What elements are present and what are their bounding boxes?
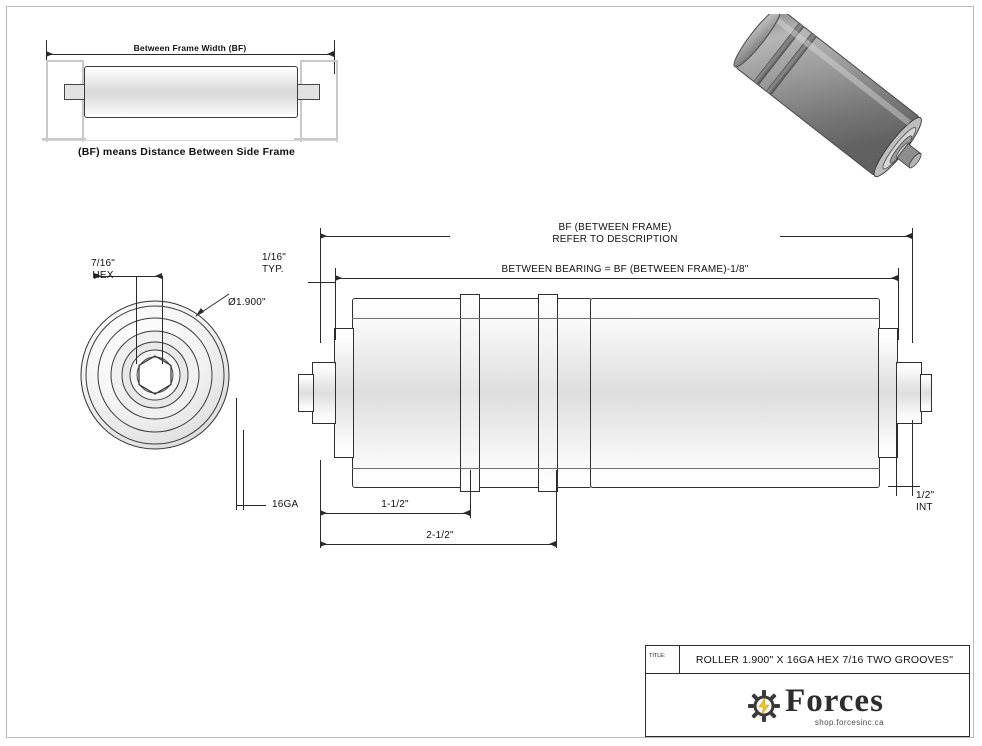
bf-label-line1: BF (BETWEEN FRAME) [450,222,780,234]
tube-section-right [590,298,880,488]
bf-ext-line-right [912,228,913,343]
bearing-housing-right [878,328,898,458]
int-dim-line [888,486,920,487]
inset-shaft-right [296,84,320,100]
gauge-ext-line [236,398,237,510]
bf-arrow-left [320,233,327,239]
inset-roller-body [84,66,298,118]
groove-span-arrow-left [320,541,327,547]
bb-ext-line-right [898,268,899,340]
gauge-label: 16GA [272,499,299,510]
lightning-bolt-icon [747,689,781,723]
int-label-line1: 1/2" [916,490,935,501]
bf-label-line2: REFER TO DESCRIPTION [450,234,780,246]
title-caption: TITLE: [646,646,680,673]
groove-offset-dim-line [320,513,470,514]
groove-offset-arrow-right [463,510,470,516]
bearing-housing-left [334,328,354,458]
tube-edge-line-top [352,318,880,319]
groove-2 [538,294,558,492]
inset-arrow-left [46,51,53,57]
shaft-left [312,362,336,424]
tube-edge-line-bottom [352,468,880,469]
gauge-dim-line [236,505,266,506]
side-view [290,280,930,510]
title-block [645,645,970,737]
int-ext-line-right [912,420,913,496]
groove-span-arrow-right [549,541,556,547]
bf-ext-line-left [320,228,321,343]
gauge-ext-line-2 [243,430,244,510]
bb-arrow-right [891,275,898,281]
hex-ext-line-right [162,276,163,364]
typ-label-line2: TYP. [262,264,284,275]
hex-size-label-line2: HEX [92,270,114,281]
typ-dim-line [308,282,336,283]
between-bearing-label: BETWEEN BEARING = BF (BETWEEN FRAME)-1/8" [460,264,790,276]
shaft-stub-left [298,374,314,412]
int-label-line2: INT [916,502,933,513]
between-frame-inset [40,18,340,163]
inset-side-frame-right [300,60,338,142]
diameter-label: Ø1.900" [228,297,266,308]
groove-span-dim-line [320,544,556,545]
hex-ext-line-left [136,276,137,364]
company-logo [646,674,969,737]
typ-label-line1: 1/16" [262,252,287,263]
groove-1 [460,294,480,492]
hex-dim-arrow-right [155,273,162,279]
inset-arrow-right [327,51,334,57]
title-block-row [646,646,969,674]
brand-name: Forces [785,682,884,719]
groove-offset-label: 1-1/2" [360,499,430,511]
drawing-title: ROLLER 1.900" X 16GA HEX 7/16 TWO GROOVES" [695,653,954,666]
inset-note: (BF) means Distance Between Side Frame [78,146,296,158]
inset-dim-line [46,54,334,55]
groove-offset-ext-right [470,470,471,518]
bf-arrow-right [905,233,912,239]
groove-offset-arrow-left [320,510,327,516]
groove-span-label: 2-1/2" [400,530,480,542]
int-ext-line-left [896,420,897,496]
brand-url: shop.forcesinc.ca [814,717,884,727]
shaft-right [896,362,922,424]
diameter-leader [195,288,255,318]
inset-ground-line [42,140,338,141]
shaft-stub-right [920,374,932,412]
groove-span-ext-right [556,470,557,548]
hex-size-label-line1: 7/16" [90,258,115,269]
inset-dimension-label: Between Frame Width (BF) [100,44,280,54]
bb-arrow-left [335,275,342,281]
inset-side-frame-left [46,60,84,142]
bb-dim-line [335,278,898,279]
roller-3d-render [705,14,955,189]
